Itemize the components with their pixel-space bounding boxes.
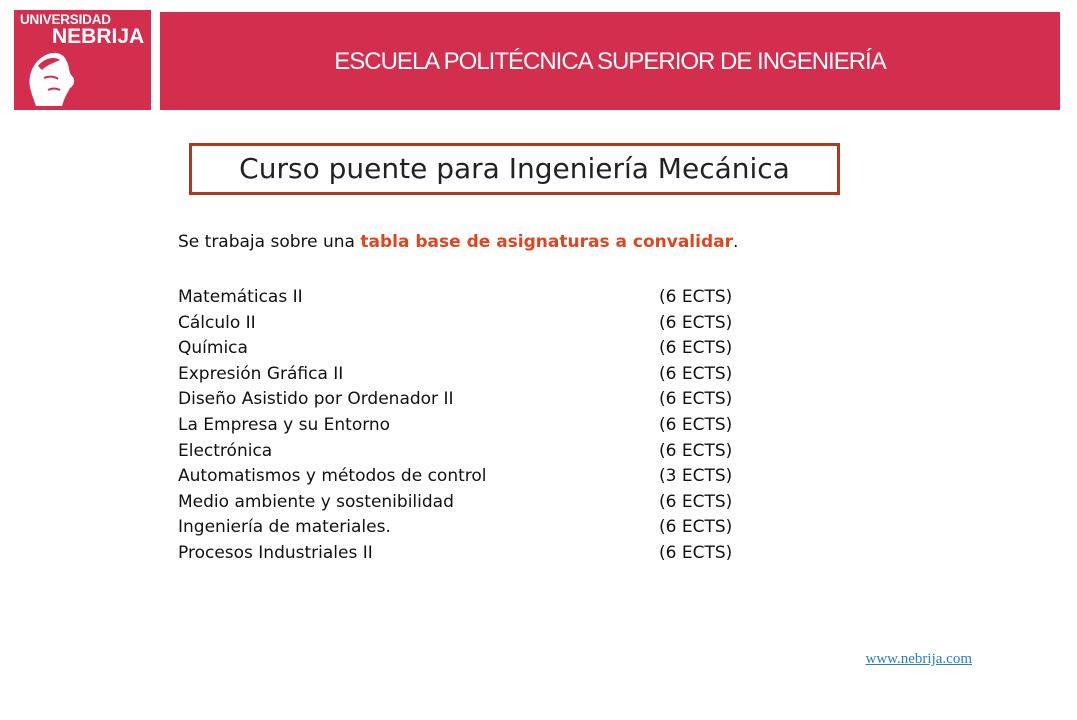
subject-name: Química	[178, 338, 248, 359]
subject-ects: (3 ECTS)	[659, 466, 733, 487]
subject-ects: (6 ECTS)	[659, 338, 733, 359]
subject-ects: (6 ECTS)	[659, 440, 733, 461]
subject-name: Expresión Gráfica II	[178, 363, 344, 384]
subject-name: Medio ambiente y sostenibilidad	[178, 491, 454, 512]
list-item	[178, 439, 778, 465]
subject-ects: (6 ECTS)	[659, 414, 733, 435]
subject-ects: (6 ECTS)	[659, 389, 733, 410]
intro-before: Se trabaja sobre una	[178, 232, 361, 252]
intro-text	[178, 232, 738, 252]
logo-head-icon	[18, 46, 98, 108]
subject-ects: (6 ECTS)	[659, 287, 733, 307]
subject-name: Automatismos y métodos de control	[178, 466, 487, 487]
subject-name: Cálculo II	[178, 312, 256, 333]
subject-name: Procesos Industriales II	[178, 542, 373, 563]
header-banner	[160, 12, 1060, 110]
school-title: ESCUELA POLITÉCNICA SUPERIOR DE INGENIERÍA	[334, 48, 886, 75]
list-item	[178, 387, 778, 413]
list-item	[178, 336, 778, 362]
subject-ects: (6 ECTS)	[659, 312, 733, 333]
subject-name: Diseño Asistido por Ordenador II	[178, 389, 454, 410]
subject-name: Electrónica	[178, 440, 273, 461]
list-item	[178, 490, 778, 516]
nebrija-logo	[14, 10, 151, 110]
logo-text-universidad: UNIVERSIDAD	[20, 12, 111, 27]
subject-ects: (6 ECTS)	[659, 517, 733, 538]
website-link[interactable]: www.nebrija.com	[865, 651, 972, 667]
course-title: Curso puente para Ingeniería Mecánica	[189, 143, 840, 195]
list-item	[178, 515, 778, 541]
list-item	[178, 541, 778, 567]
subject-name: Ingeniería de materiales.	[178, 517, 391, 538]
subject-name: La Empresa y su Entorno	[178, 414, 391, 435]
subjects-list	[178, 285, 778, 567]
list-item	[178, 413, 778, 439]
list-item	[178, 362, 778, 388]
list-item	[178, 285, 778, 311]
subject-ects: (6 ECTS)	[659, 363, 733, 384]
intro-after: .	[732, 232, 739, 252]
list-item	[178, 464, 778, 490]
logo-text-nebrija: NEBRIJA	[52, 25, 145, 48]
subject-ects: (6 ECTS)	[659, 491, 733, 512]
subject-name: Matemáticas II	[178, 287, 303, 307]
list-item	[178, 311, 778, 337]
subject-ects: (6 ECTS)	[659, 542, 733, 563]
intro-highlight: tabla base de asignaturas a convalidar	[360, 232, 733, 252]
